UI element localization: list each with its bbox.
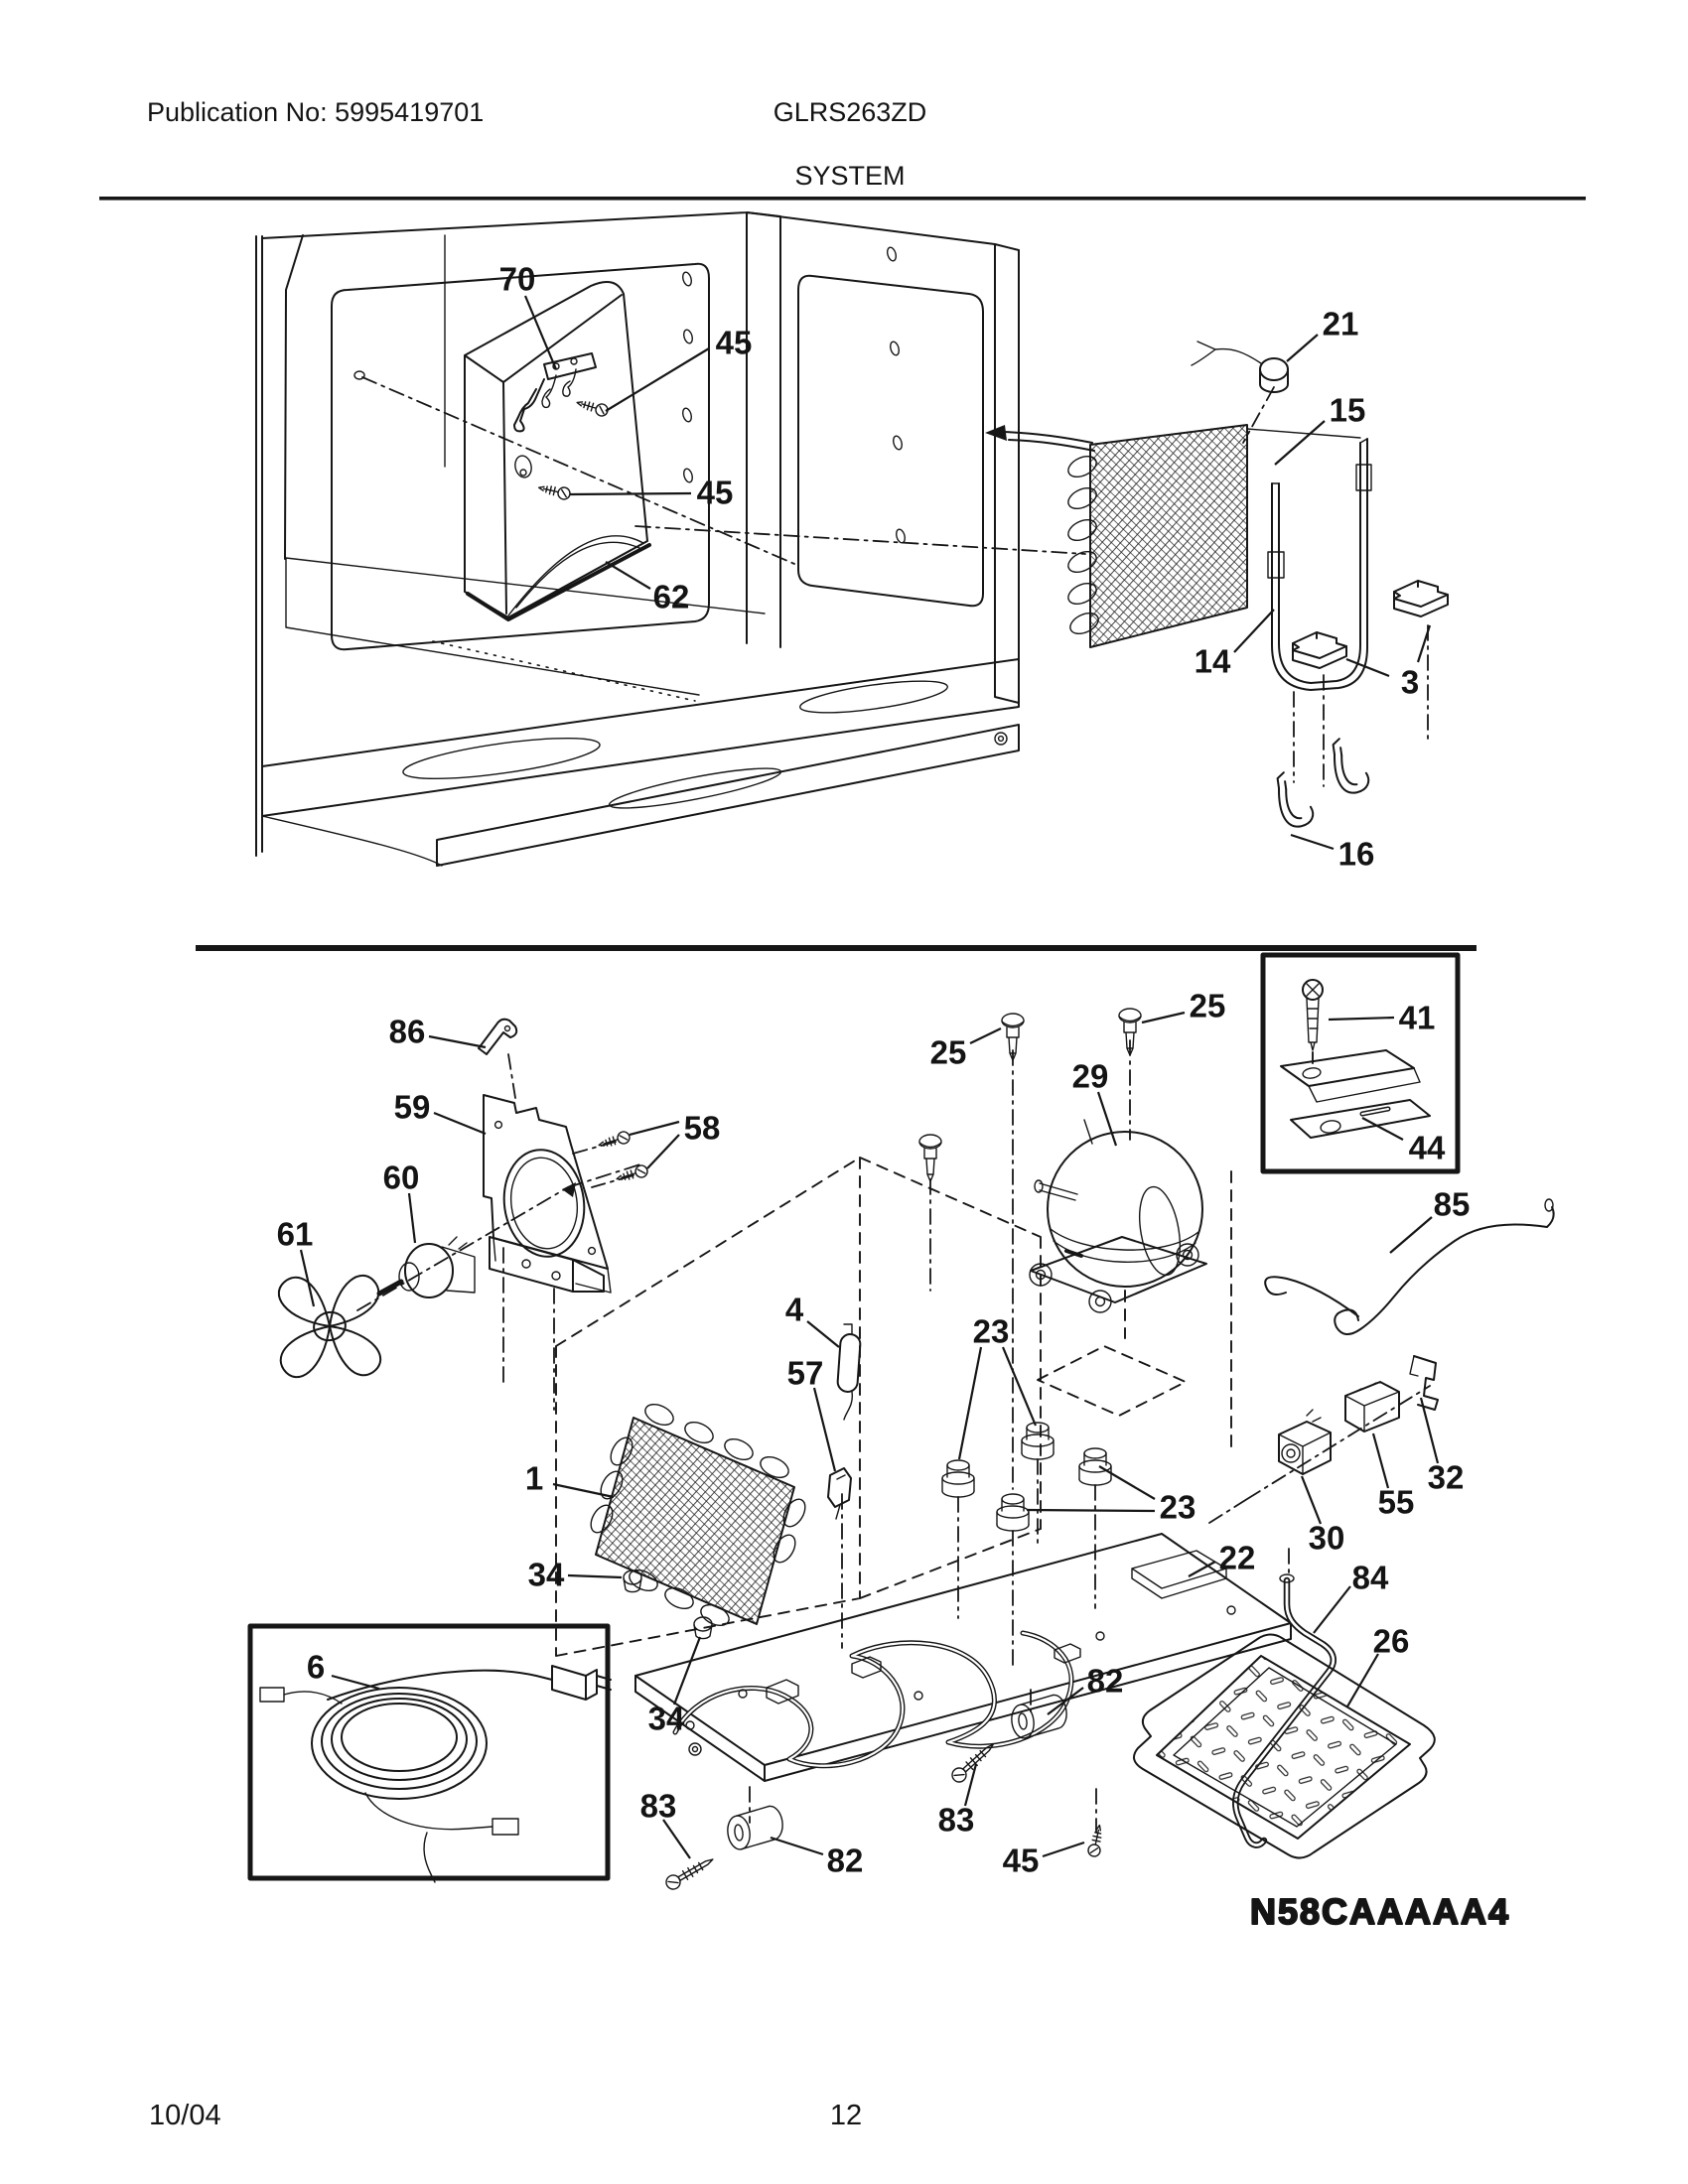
leader-line-34-bottom-0	[674, 1637, 700, 1705]
power-cord-inset-6	[250, 1626, 611, 1882]
cabinet	[256, 212, 1019, 866]
grommets-23	[942, 1423, 1111, 1531]
part-label-23-top: 23	[972, 1312, 1010, 1350]
leader-line-25-left-0	[970, 1028, 1001, 1043]
part-label-82-right: 82	[1086, 1662, 1124, 1700]
bottom-diagram	[250, 955, 1554, 1932]
part-label-30: 30	[1308, 1519, 1345, 1557]
leader-line-45-mid-0	[570, 493, 691, 494]
leader-line-4-0	[807, 1321, 839, 1347]
leader-line-23-bottom-1	[1027, 1510, 1155, 1511]
part-label-29: 29	[1071, 1057, 1109, 1095]
part-label-83-left: 83	[639, 1787, 677, 1825]
evaporator-coil-15	[985, 425, 1360, 647]
leader-line-14-0	[1234, 610, 1274, 652]
part-label-70: 70	[498, 260, 536, 298]
part-label-34-bottom: 34	[647, 1700, 685, 1737]
footer-date: 10/04	[149, 2100, 221, 2131]
part-label-34-left: 34	[527, 1556, 565, 1593]
part-label-57: 57	[786, 1354, 824, 1392]
part-label-61: 61	[276, 1215, 314, 1253]
leader-line-1-0	[553, 1484, 614, 1497]
top-diagram	[256, 212, 1448, 866]
part-label-58: 58	[683, 1109, 721, 1147]
drain-hook-16-left	[1276, 769, 1315, 829]
section-title: SYSTEM	[794, 161, 906, 191]
publication-number: Publication No: 5995419701	[147, 97, 485, 127]
leader-line-82-right-0	[1048, 1688, 1083, 1714]
part-label-21: 21	[1322, 305, 1359, 342]
leader-line-30-0	[1302, 1476, 1321, 1524]
part-label-62: 62	[652, 578, 690, 615]
part-label-84: 84	[1351, 1559, 1389, 1596]
part-label-32: 32	[1427, 1458, 1465, 1496]
leader-line-34-left-0	[568, 1575, 622, 1577]
terminal-cover-32	[1410, 1356, 1438, 1410]
footer-page-number: 12	[829, 2100, 863, 2131]
relay-30	[1279, 1410, 1331, 1474]
leader-line-84-0	[1314, 1586, 1350, 1633]
defrost-heater-14	[1268, 439, 1371, 690]
leader-line-25-right-0	[1142, 1013, 1185, 1023]
fan-mount-clip-86	[479, 1020, 516, 1054]
condenser-coil-1	[587, 1401, 810, 1630]
evaporator-cover	[465, 282, 649, 619]
heat-loop-wire-85	[1265, 1199, 1553, 1334]
fan-blade-61	[260, 1257, 399, 1396]
leader-line-62-0	[606, 562, 650, 589]
leader-line-21-0	[1287, 335, 1318, 361]
part-label-25-right: 25	[1189, 987, 1226, 1024]
part-label-45-bottom: 45	[1002, 1842, 1040, 1879]
part-label-55: 55	[1377, 1483, 1415, 1521]
drain-hook-16-right	[1332, 736, 1370, 795]
clamp-34-bottom	[694, 1617, 712, 1639]
strainer-57	[828, 1468, 851, 1519]
leader-line-45-top-0	[606, 348, 709, 411]
part-label-23-bottom: 23	[1159, 1488, 1196, 1526]
part-label-25-left: 25	[929, 1033, 967, 1071]
page-header	[99, 97, 1586, 201]
leader-line-82-left-0	[771, 1838, 823, 1854]
model-number: GLRS263ZD	[773, 97, 927, 127]
part-label-45-top: 45	[715, 324, 753, 361]
part-label-22: 22	[1218, 1539, 1256, 1576]
capacitor-55	[1345, 1382, 1399, 1432]
leader-line-58-0	[630, 1122, 679, 1135]
header-rule	[99, 197, 1586, 201]
part-label-83-right: 83	[937, 1801, 975, 1839]
roller-82-left	[725, 1805, 785, 1850]
part-label-4: 4	[784, 1291, 804, 1328]
screw-83-left	[663, 1853, 716, 1892]
screw-45-mid	[537, 481, 571, 500]
part-label-3: 3	[1400, 663, 1420, 701]
diagram-code: N58CAAAAA4	[1249, 1891, 1511, 1932]
part-label-1: 1	[524, 1459, 544, 1497]
part-label-45-mid: 45	[696, 474, 734, 511]
screw-25-lower	[919, 1135, 941, 1181]
defrost-thermostat-21	[1192, 341, 1288, 392]
drier-4	[837, 1324, 861, 1420]
part-label-82-left: 82	[826, 1842, 864, 1879]
leader-line-23-top-1	[1003, 1347, 1036, 1426]
bracket-44	[1281, 1050, 1430, 1138]
part-label-26: 26	[1372, 1622, 1410, 1660]
part-label-85: 85	[1433, 1185, 1471, 1223]
screw-41	[1303, 980, 1323, 1050]
leader-line-6-0	[332, 1676, 379, 1689]
part-label-59: 59	[393, 1088, 431, 1126]
part-label-86: 86	[388, 1013, 426, 1050]
leader-line-58-1	[647, 1135, 679, 1168]
leader-line-16-0	[1291, 835, 1334, 849]
construction-lines-top	[354, 371, 1428, 786]
part-label-44: 44	[1408, 1129, 1446, 1166]
leader-line-23-top-0	[959, 1347, 981, 1459]
leader-line-83-left-0	[663, 1820, 690, 1858]
leader-line-41-0	[1329, 1018, 1394, 1020]
leader-line-55-0	[1373, 1433, 1388, 1488]
drain-pan-26	[1134, 1635, 1435, 1858]
part-label-16: 16	[1337, 835, 1375, 873]
part-label-6: 6	[306, 1648, 326, 1686]
heater-bracket-3-left	[1293, 632, 1346, 668]
part-label-14: 14	[1194, 642, 1231, 680]
leader-line-57-0	[814, 1388, 835, 1471]
screw-45-top	[575, 397, 609, 418]
part-label-60: 60	[382, 1159, 420, 1196]
leader-line-86-0	[429, 1036, 486, 1047]
leader-line-59-0	[434, 1113, 486, 1134]
leader-line-85-0	[1390, 1217, 1432, 1253]
leader-line-29-0	[1098, 1092, 1116, 1146]
leader-line-45-bottom-0	[1043, 1843, 1084, 1856]
leader-line-60-0	[409, 1193, 415, 1243]
compressor-29	[1030, 1120, 1206, 1312]
part-label-41: 41	[1398, 999, 1436, 1036]
section-divider	[196, 945, 1477, 951]
screw-58-a	[597, 1131, 631, 1152]
leader-line-15-0	[1275, 421, 1325, 465]
heater-bracket-3-right	[1394, 581, 1448, 616]
page-footer	[149, 2100, 862, 2131]
part-label-15: 15	[1329, 391, 1366, 429]
